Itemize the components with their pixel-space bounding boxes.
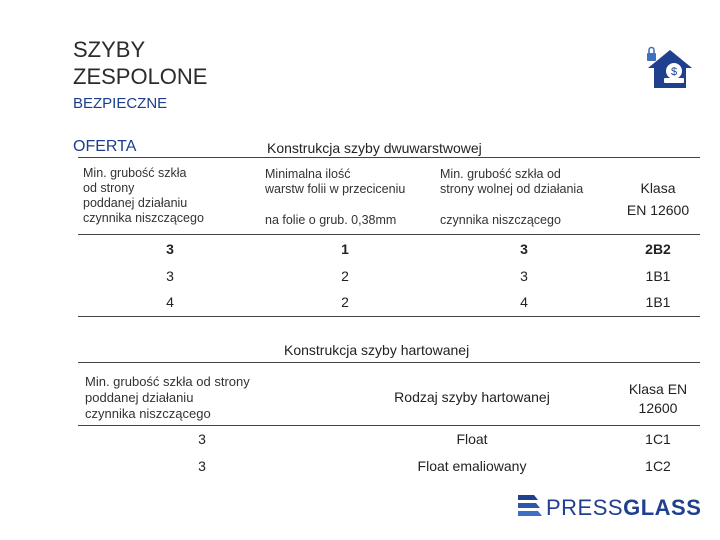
title-line-2: ZESPOLONE [73,64,208,89]
table1-header-min-thickness: Min. grubość szkła od strony poddanej działaniu czynnika niszczącego [83,166,204,225]
table1-header-agent: czynnika niszczącego [440,213,561,227]
page-subtitle: BEZPIECZNE [73,95,168,112]
table-cell: 3 [166,241,174,257]
table-cell: 3 [198,458,206,474]
table-cell: 3 [198,431,206,447]
table-cell: 2B2 [645,241,671,257]
table-cell: 2 [341,268,349,284]
table1-bottom-rule [78,316,700,317]
table-cell: 1B1 [645,294,671,310]
title-line-1: SZYBY [73,37,146,62]
pressglass-logo [518,491,703,521]
table-cell: 4 [166,294,174,310]
table-cell: 1C1 [645,431,671,447]
table-cell: 3 [166,268,174,284]
page-title [73,36,207,90]
table1-header-rule [78,234,700,235]
table2-header-rule [78,425,700,426]
table1-header-class: Klasa EN 12600 [626,180,690,218]
table2-top-rule [78,362,700,363]
table1-top-rule [78,157,700,158]
table2-header-min-thickness: Min. grubość szkła od strony poddanej działaniu czynnika niszczącego [85,374,250,421]
table-cell: Float emaliowany [417,458,527,474]
table2-header-class: Klasa EN 12600 [628,381,688,416]
table-cell: Float [456,431,488,447]
table-cell: 3 [520,241,528,257]
section-title-tempered: Konstrukcja szyby hartowanej [284,342,470,358]
brand-part-2: GLASS [623,495,702,520]
table1-header-free-side-thickness: Min. grubość szkła od strony wolnej od działania [440,167,584,196]
house-lock-dollar-icon [645,46,695,92]
table-cell: 4 [520,294,528,310]
svg-text:$: $ [670,66,678,78]
table1-header-foil-thickness: na folie o grub. 0,38mm [265,213,397,227]
offer-label: OFERTA [73,138,137,155]
table-cell: 1 [341,241,349,257]
table-cell: 1B1 [645,268,671,284]
table-cell: 3 [520,268,528,284]
table-cell: 2 [341,294,349,310]
svg-text:PRESSGLASS [546,495,701,520]
table1-header-foil-layers: Minimalna ilość warstw folii w przeciceniu [265,167,406,196]
brand-part-1: PRESS [546,495,624,520]
section-title-double-layer: Konstrukcja szyby dwuwarstwowej [267,140,482,156]
table2-header-glass-type: Rodzaj szyby hartowanej [394,389,550,405]
table-cell: 1C2 [645,458,671,474]
